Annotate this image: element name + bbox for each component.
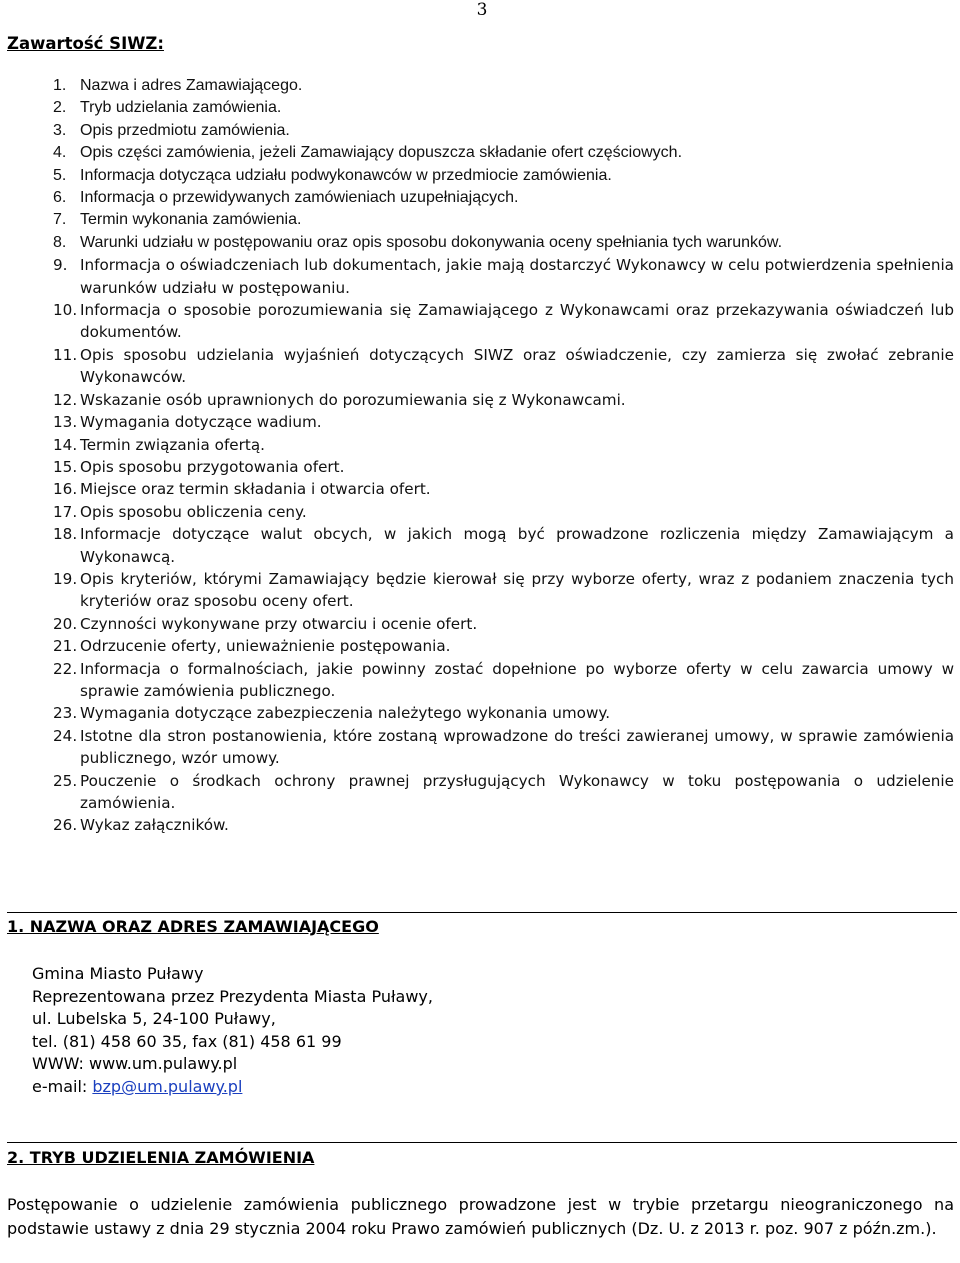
- toc-item: [0, 613, 960, 635]
- toc-item-number-text: 22.: [53, 659, 78, 678]
- toc-item: [0, 635, 960, 657]
- section-divider: [7, 1142, 957, 1143]
- toc-item-text: Termin wykonania zamówienia.: [80, 211, 302, 229]
- procedure-paragraph: Postępowanie o udzielenie zamówienia publicznego prowadzone jest w trybie przetargu nieograniczonego na podstawie ustawy z dnia 29 stycznia 2004 roku Prawo zamówień publicznych (Dz. U. z 2013 r. poz. 907 z późn.zm.).: [7, 1195, 954, 1238]
- section-divider: [7, 912, 957, 913]
- toc-item-number-text: 10.: [53, 301, 78, 320]
- toc-item-number: [0, 725, 80, 770]
- toc-item-number-text: 17.: [53, 502, 78, 521]
- toc-item-number: [0, 478, 80, 500]
- toc-item: [0, 456, 960, 478]
- section-2-heading: 2. TRYB UDZIELENIA ZAMÓWIENIA: [7, 1148, 315, 1167]
- table-of-contents: [0, 75, 960, 837]
- toc-item-number-text: 24.: [53, 726, 78, 745]
- toc-item-number-text: 11.: [53, 345, 78, 364]
- toc-item-text: Informacja dotycząca udziału podwykonawców w przedmiocie zamówienia.: [80, 166, 612, 184]
- toc-item-number: [0, 232, 80, 254]
- toc-item-number: [0, 814, 80, 836]
- toc-item-text: Miejsce oraz termin składania i otwarcia ofert.: [80, 480, 431, 499]
- email-label: e-mail:: [32, 1076, 93, 1096]
- toc-item-number: [0, 456, 80, 478]
- toc-item-text: Wskazanie osób uprawnionych do porozumiewania się z Wykonawcami.: [80, 390, 626, 409]
- toc-item-number-text: 4.: [53, 144, 67, 162]
- toc-item: [0, 501, 960, 523]
- toc-item-number: [0, 411, 80, 433]
- address-line: WWW: www.um.pulawy.pl: [32, 1054, 238, 1074]
- toc-item-number: [0, 523, 80, 568]
- address-line: ul. Lubelska 5, 24-100 Puławy,: [32, 1009, 276, 1029]
- toc-title: Zawartość SIWZ:: [7, 34, 164, 53]
- toc-item: [0, 344, 960, 389]
- toc-item-number-text: 15.: [53, 457, 78, 476]
- toc-item-number-text: 19.: [53, 569, 78, 588]
- address-line: tel. (81) 458 60 35, fax (81) 458 61 99: [32, 1031, 342, 1051]
- toc-item-number-text: 23.: [53, 704, 78, 723]
- toc-item-number: [0, 209, 80, 231]
- contracting-authority-address: [32, 963, 433, 1099]
- toc-item-number: [0, 120, 80, 142]
- email-line: [32, 1076, 433, 1099]
- toc-item: [0, 209, 960, 231]
- toc-item-number: [0, 97, 80, 119]
- toc-item-number: [0, 702, 80, 724]
- toc-item: [0, 478, 960, 500]
- toc-item-number-text: 12.: [53, 390, 78, 409]
- toc-item: [0, 165, 960, 187]
- toc-item: [0, 232, 960, 254]
- toc-item: [0, 523, 960, 568]
- toc-item-number: [0, 501, 80, 523]
- toc-item-number: [0, 254, 80, 299]
- toc-item: [0, 770, 960, 815]
- toc-item: [0, 411, 960, 433]
- section-1-heading: 1. NAZWA ORAZ ADRES ZAMAWIAJĄCEGO: [7, 917, 379, 936]
- toc-item-number: [0, 389, 80, 411]
- toc-item-number-text: 9.: [53, 256, 68, 275]
- toc-item-number: [0, 658, 80, 703]
- toc-item-number-text: 8.: [53, 233, 67, 251]
- address-line: Reprezentowana przez Prezydenta Miasta Puławy,: [32, 986, 433, 1006]
- toc-item-text: Opis przedmiotu zamówienia.: [80, 121, 290, 139]
- toc-item-number-text: 2.: [53, 99, 67, 117]
- toc-item-text: Informacja o oświadczeniach lub dokumentach, jakie mają dostarczyć Wykonawcy w celu potwierdzenia spełnienia warunków udziału w postępowaniu.: [80, 256, 954, 297]
- toc-item: [0, 702, 960, 724]
- toc-item-number: [0, 568, 80, 613]
- toc-item-text: Czynności wykonywane przy otwarciu i ocenie ofert.: [80, 614, 478, 633]
- toc-item-text: Opis sposobu obliczenia ceny.: [80, 502, 307, 521]
- toc-item-number-text: 3.: [53, 121, 67, 139]
- toc-item-number: [0, 344, 80, 389]
- page-number: 3: [476, 0, 488, 20]
- toc-item-text: Wykaz załączników.: [80, 816, 229, 835]
- toc-item: [0, 434, 960, 456]
- toc-item: [0, 120, 960, 142]
- toc-item: [0, 187, 960, 209]
- toc-item-text: Opis sposobu udzielania wyjaśnień dotyczących SIWZ oraz oświadczenie, czy zamierza się zwołać zebranie Wykonawców.: [80, 345, 954, 387]
- toc-item: [0, 389, 960, 411]
- toc-item-number-text: 5.: [53, 166, 67, 184]
- toc-item-number-text: 7.: [53, 211, 67, 229]
- toc-item-text: Odrzucenie oferty, unieważnienie postępowania.: [80, 637, 451, 656]
- toc-item-text: Wymagania dotyczące wadium.: [80, 413, 322, 432]
- toc-item-text: Nazwa i adres Zamawiającego.: [80, 77, 303, 94]
- toc-item-number: [0, 434, 80, 456]
- toc-item: [0, 658, 960, 703]
- toc-item-number-text: 1.: [53, 77, 67, 94]
- toc-item-text: Opis sposobu przygotowania ofert.: [80, 457, 345, 476]
- toc-item-text: Informacja o sposobie porozumiewania się Zamawiającego z Wykonawcami oraz przekazywania oświadczeń lub dokumentów.: [80, 301, 954, 342]
- toc-item-number: [0, 770, 80, 815]
- toc-item-number-text: 26.: [53, 816, 78, 835]
- toc-item-number-text: 16.: [53, 480, 78, 499]
- toc-item-text: Informacja o formalnościach, jakie powinny zostać dopełnione po wyborze oferty w celu zawarcia umowy w sprawie zamówienia publicznego.: [80, 659, 954, 700]
- toc-item-number-text: 14.: [53, 435, 78, 454]
- toc-item-number: [0, 635, 80, 657]
- toc-item-number-text: 6.: [53, 189, 67, 207]
- toc-item-number: [0, 165, 80, 187]
- toc-item: [0, 568, 960, 613]
- toc-item: [0, 97, 960, 119]
- toc-item-text: Warunki udziału w postępowaniu oraz opis sposobu dokonywania oceny spełniania tych warunków.: [80, 233, 783, 251]
- toc-item: [0, 299, 960, 344]
- toc-item-number-text: 18.: [53, 525, 78, 544]
- toc-item-text: Istotne dla stron postanowienia, które zostaną wprowadzone do treści zawieranej umowy, w sprawie zamówienia publicznego, wzór umowy.: [80, 726, 954, 768]
- toc-item-text: Wymagania dotyczące zabezpieczenia należytego wykonania umowy.: [80, 704, 611, 723]
- toc-item-text: Termin związania ofertą.: [80, 435, 265, 454]
- toc-item-text: Opis części zamówienia, jeżeli Zamawiający dopuszcza składanie ofert częściowych.: [80, 144, 683, 162]
- toc-item-text: Tryb udzielania zamówienia.: [80, 99, 282, 117]
- address-line: Gmina Miasto Puławy: [32, 964, 204, 983]
- toc-item: [0, 75, 960, 97]
- toc-item-number: [0, 613, 80, 635]
- toc-item-number: [0, 75, 80, 97]
- toc-item-text: Opis kryteriów, którymi Zamawiający będzie kierował się przy wyborze oferty, wraz z podaniem znaczenia tych kryteriów oraz sposobu oceny ofert.: [80, 569, 954, 611]
- toc-item-text: Informacje dotyczące walut obcych, w jakich mogą być prowadzone rozliczenia między Zamawiającym a Wykonawcą.: [80, 525, 954, 566]
- toc-item-number: [0, 187, 80, 209]
- toc-item-number-text: 13.: [53, 413, 78, 432]
- toc-item: [0, 725, 960, 770]
- toc-item: [0, 814, 960, 836]
- toc-item-text: Pouczenie o środkach ochrony prawnej przysługujących Wykonawcy w toku postępowania o udzielenie zamówienia.: [80, 771, 954, 812]
- toc-item-text: Informacja o przewidywanych zamówieniach uzupełniających.: [80, 189, 519, 207]
- toc-item-number-text: 21.: [53, 637, 78, 656]
- toc-item-number: [0, 142, 80, 164]
- toc-item: [0, 254, 960, 299]
- toc-item: [0, 142, 960, 164]
- toc-item-number-text: 25.: [53, 771, 78, 790]
- toc-item-number-text: 20.: [53, 614, 78, 633]
- email-link[interactable]: bzp@um.pulawy.pl: [92, 1076, 243, 1096]
- toc-item-number: [0, 299, 80, 344]
